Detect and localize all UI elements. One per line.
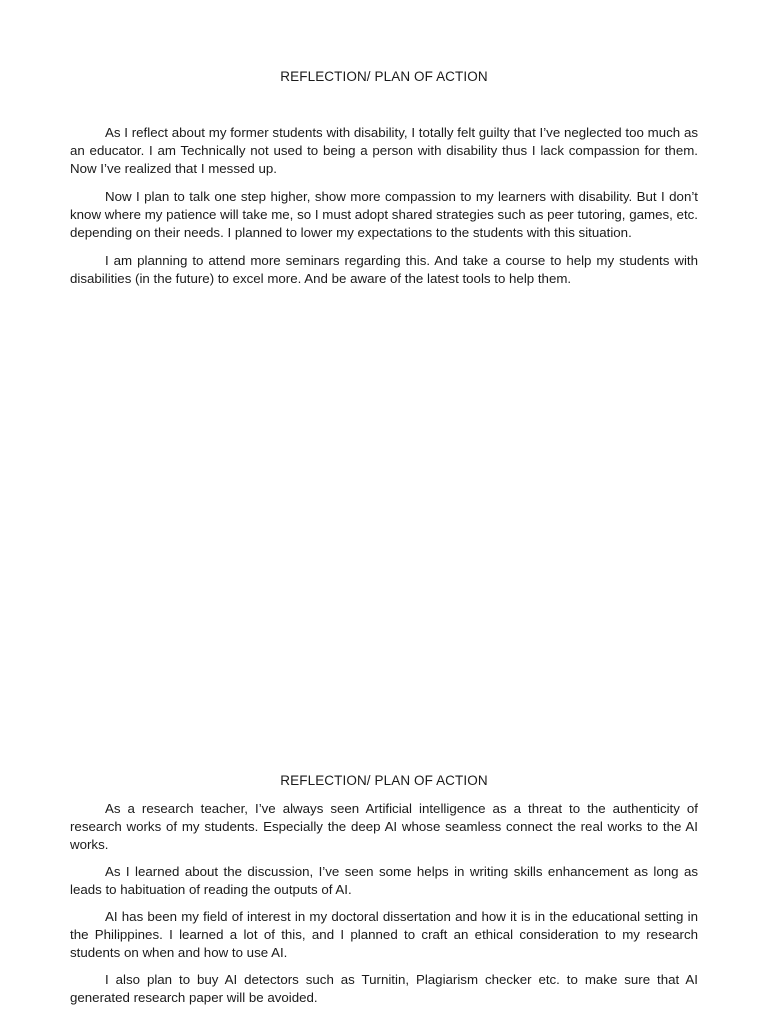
- section-heading: REFLECTION/ PLAN OF ACTION: [280, 69, 488, 84]
- paragraph: AI has been my field of interest in my doctoral dissertation and how it is in the educational setting in the Philippines. I learned a lot of this, and I planned to craft an ethical consideration to my research students on when and how to use AI.: [70, 909, 698, 960]
- reflection-section-1: [70, 68, 698, 298]
- paragraph: Now I plan to talk one step higher, show more compassion to my learners with disability. But I don’t know where my patience will take me, so I must adopt shared strategies such as peer tutoring, games, etc. depending on their needs. I planned to lower my expectations to the students with this situation.: [70, 189, 698, 240]
- paragraph: I am planning to attend more seminars regarding this. And take a course to help my students with disabilities (in the future) to excel more. And be aware of the latest tools to help them.: [70, 253, 698, 286]
- paragraph: As I learned about the discussion, I’ve seen some helps in writing skills enhancement as long as leads to habituation of reading the outputs of AI.: [70, 864, 698, 897]
- paragraph: As a research teacher, I’ve always seen Artificial intelligence as a threat to the authenticity of research works of my students. Especially the deep AI whose seamless connect the real works to the AI works.: [70, 801, 698, 852]
- paragraph: As I reflect about my former students with disability, I totally felt guilty that I’ve neglected too much as an educator. I am Technically not used to being a person with disability thus I lack compassion for them. Now I’ve realized that I messed up.: [70, 125, 698, 176]
- reflection-section-2: [70, 772, 698, 1016]
- section-heading: REFLECTION/ PLAN OF ACTION: [280, 773, 488, 788]
- paragraph: I also plan to buy AI detectors such as Turnitin, Plagiarism checker etc. to make sure that AI generated research paper will be avoided.: [70, 972, 698, 1005]
